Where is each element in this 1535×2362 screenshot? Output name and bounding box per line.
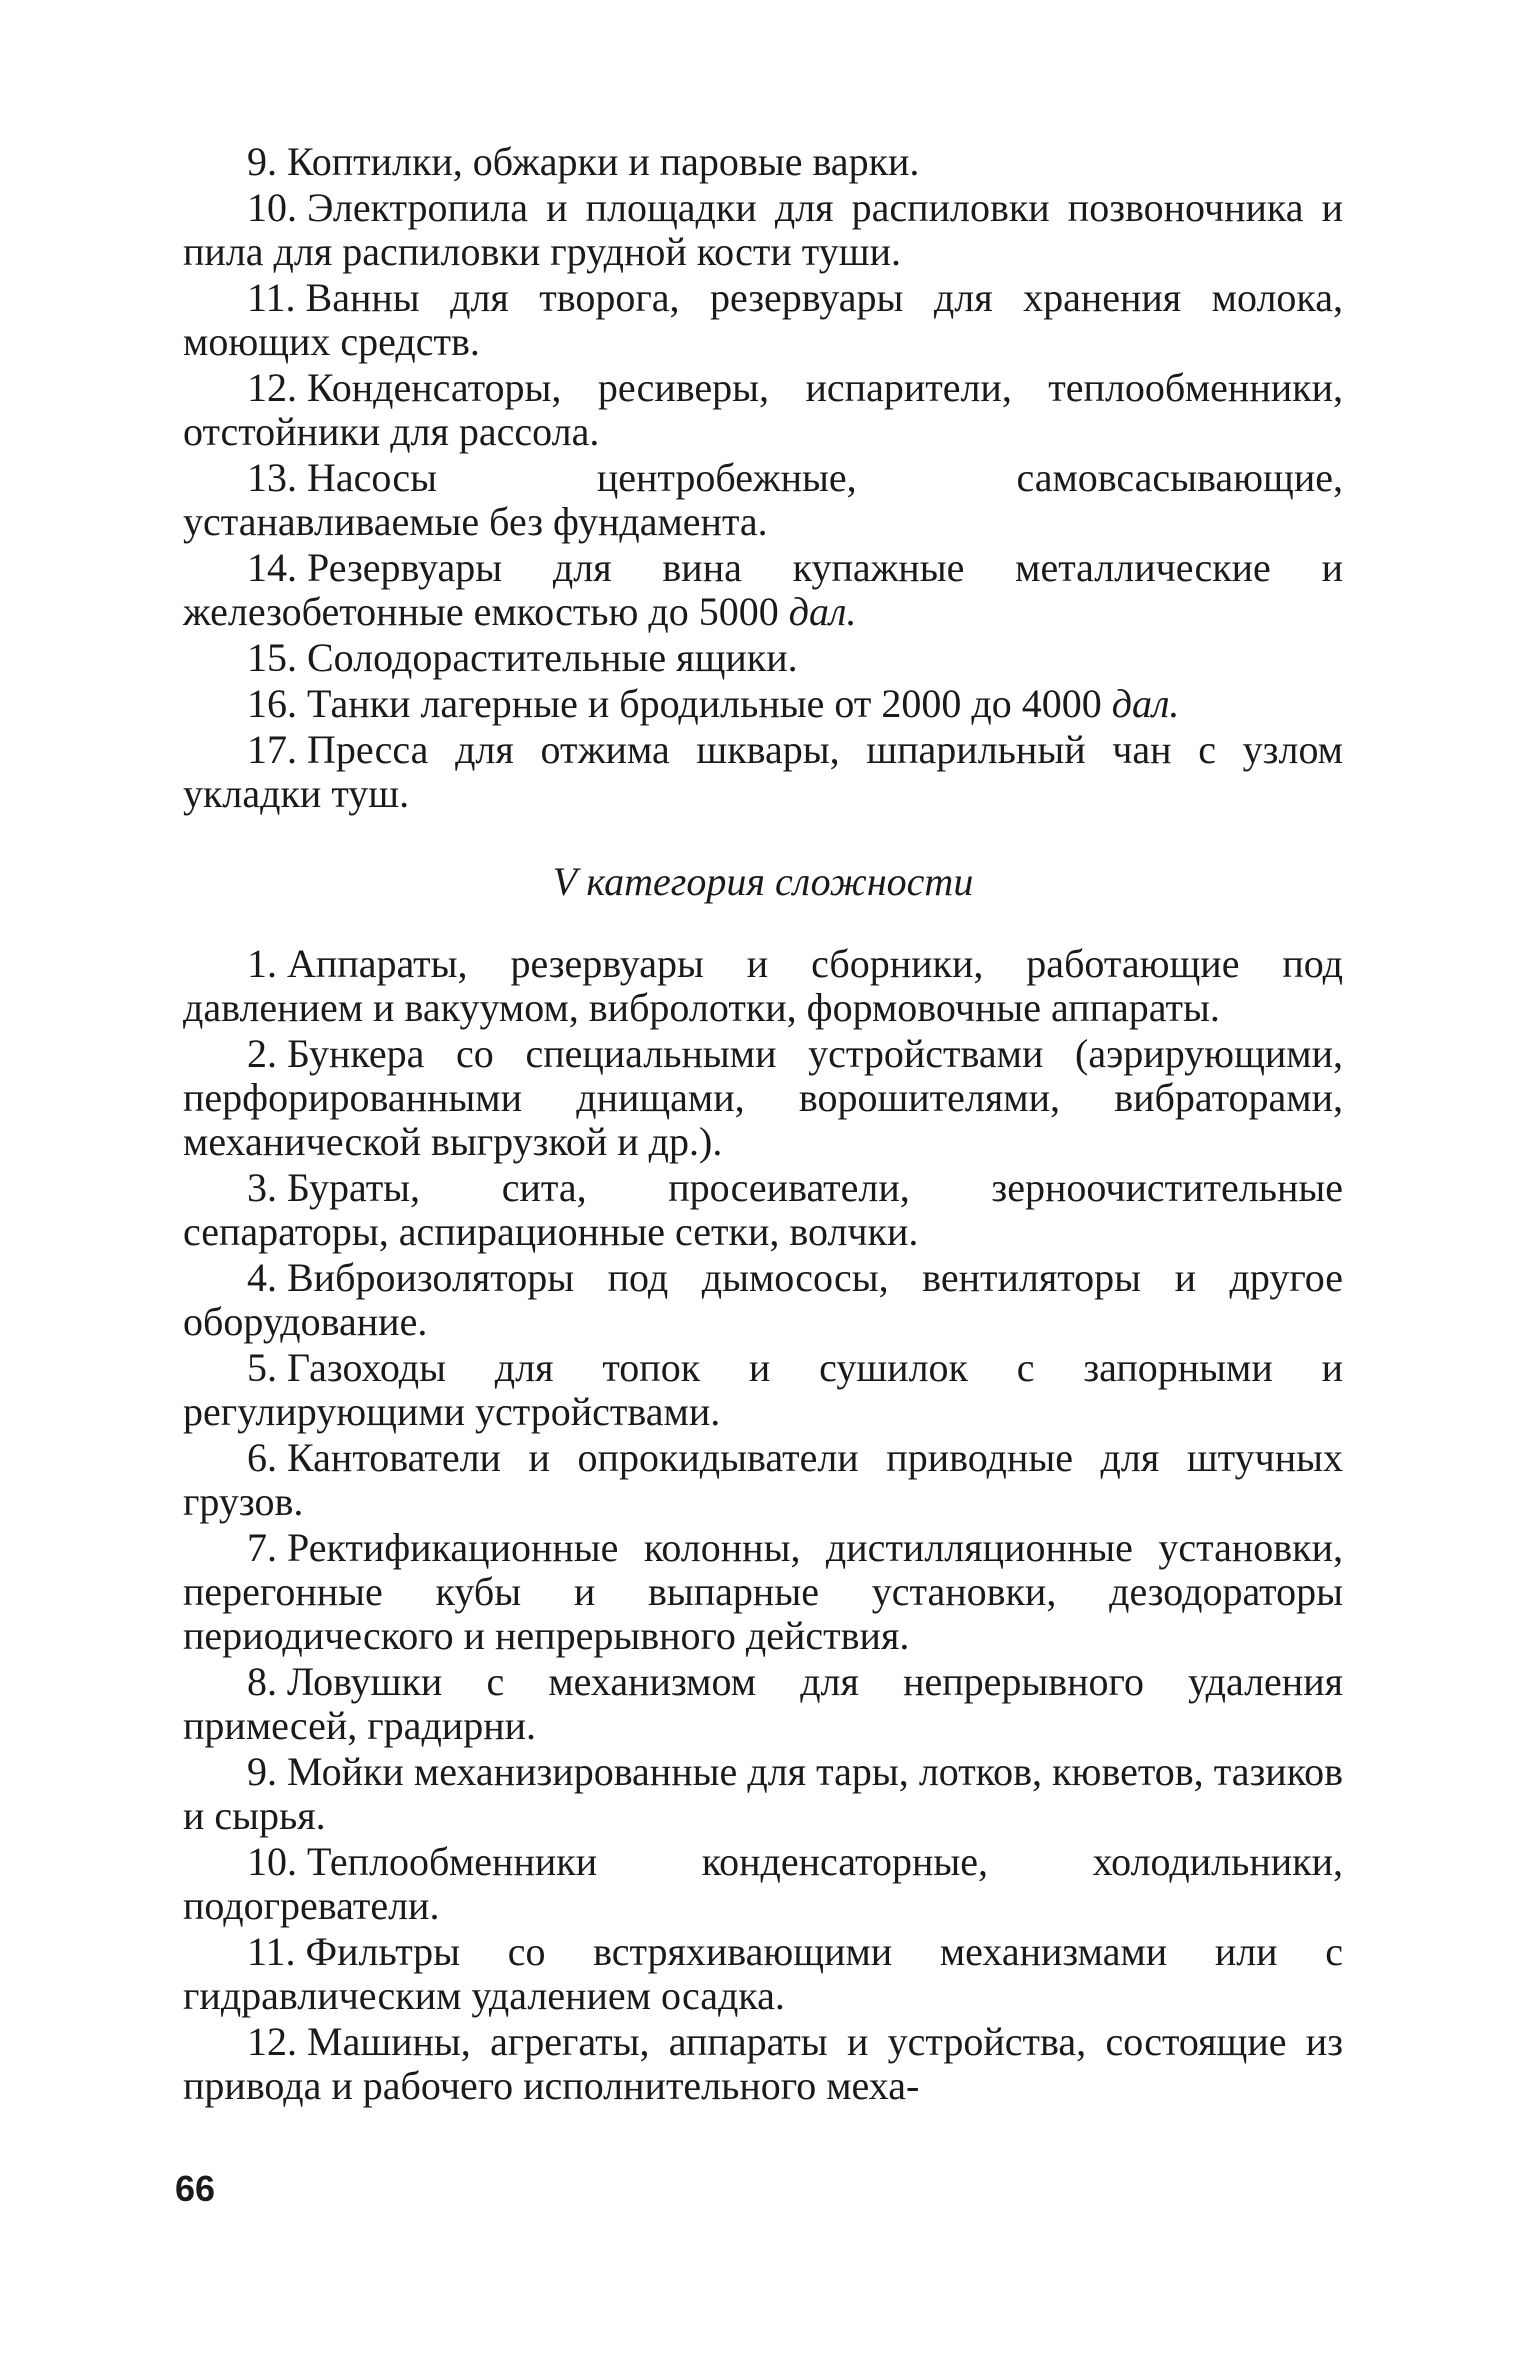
item-number: 12.: [247, 2019, 297, 2064]
item-text: Солодорастительные ящики.: [307, 635, 798, 680]
list-item: [183, 682, 1343, 726]
list-item: [183, 728, 1343, 816]
item-text: Ловушки с механизмом для непрерывного удаления примесей, градирни.: [183, 1659, 1343, 1748]
equipment-list-category-iv-continued: [183, 140, 1343, 816]
item-number: 10.: [247, 1839, 297, 1884]
item-text: Ванны для творога, резервуары для хранения молока, моющих средств.: [183, 275, 1343, 364]
item-text: Резервуары для вина купажные металлические и железобетонные емкостью до 5000: [183, 545, 1343, 634]
item-text: Мойки механизированные для тары, лотков, кюветов, тазиков и сырья.: [183, 1749, 1343, 1838]
item-unit: дал.: [1111, 681, 1180, 726]
page-number: 66: [175, 2168, 216, 2209]
item-text: Электропила и площадки для распиловки позвоночника и пила для распиловки грудной кости туши.: [183, 185, 1343, 274]
item-number: 9.: [247, 1749, 277, 1794]
item-text: Фильтры со встряхивающими механизмами или с гидравлическим удалением осадка.: [183, 1929, 1343, 2018]
equipment-list-category-v: [183, 942, 1343, 2108]
item-number: 10.: [247, 185, 297, 230]
item-text: Насосы центробежные, самовсасывающие, устанавливаемые без фундамента.: [183, 455, 1343, 544]
item-text: Теплообменники конденсаторные, холодильники, подогреватели.: [183, 1839, 1343, 1928]
item-text: Газоходы для топок и сушилок с запорными и регулирующими устройствами.: [183, 1345, 1343, 1434]
item-number: 14.: [247, 545, 297, 590]
item-number: 11.: [247, 275, 296, 320]
item-text: Танки лагерные и бродильные от 2000 до 4000: [307, 681, 1112, 726]
item-text: Бураты, сита, просеиватели, зерноочистительные сепараторы, аспирационные сетки, волчки.: [183, 1165, 1343, 1254]
item-number: 7.: [247, 1525, 277, 1570]
list-item: [183, 186, 1343, 274]
item-number: 5.: [247, 1345, 277, 1390]
item-number: 1.: [247, 941, 277, 986]
item-number: 12.: [247, 365, 297, 410]
item-text: Коптилки, обжарки и паровые варки.: [287, 139, 920, 184]
list-item: [183, 1660, 1343, 1748]
item-text: Виброизоляторы под дымососы, вентиляторы и другое оборудование.: [183, 1255, 1343, 1344]
list-item: [183, 942, 1343, 1030]
item-number: 4.: [247, 1255, 277, 1300]
item-number: 3.: [247, 1165, 277, 1210]
item-text: Пресса для отжима шквары, шпарильный чан с узлом укладки туш.: [183, 727, 1343, 816]
item-unit: дал.: [788, 589, 857, 634]
list-item: [183, 1930, 1343, 2018]
item-number: 16.: [247, 681, 297, 726]
item-text: Конденсаторы, ресиверы, испарители, теплообменники, отстойники для рассола.: [183, 365, 1343, 454]
list-item: [183, 1750, 1343, 1838]
list-item: [183, 456, 1343, 544]
item-text: Ректификационные колонны, дистилляционные установки, перегонные кубы и выпарные установки, дезодораторы периодического и непрерывного действия.: [183, 1525, 1343, 1658]
list-item: [183, 636, 1343, 680]
item-number: 17.: [247, 727, 297, 772]
section-heading: V категория сложности: [552, 859, 974, 904]
list-item: [183, 1032, 1343, 1164]
item-number: 6.: [247, 1435, 277, 1480]
list-item: [183, 2020, 1343, 2108]
list-item: [183, 276, 1343, 364]
item-text: Аппараты, резервуары и сборники, работающие под давлением и вакуумом, вибролотки, формовочные аппараты.: [183, 941, 1343, 1030]
list-item: [183, 1256, 1343, 1344]
item-text: Машины, агрегаты, аппараты и устройства, состоящие из привода и рабочего исполнительного меха-: [183, 2019, 1343, 2108]
list-item: [183, 1526, 1343, 1658]
text-block: [183, 140, 1343, 2110]
item-number: 9.: [247, 139, 277, 184]
item-number: 11.: [247, 1929, 296, 1974]
item-number: 13.: [247, 455, 297, 500]
item-number: 2.: [247, 1031, 277, 1076]
list-item: [183, 546, 1343, 634]
list-item: [183, 1166, 1343, 1254]
list-item: [183, 140, 1343, 184]
list-item: [183, 366, 1343, 454]
list-item: [183, 1436, 1343, 1524]
item-number: 15.: [247, 635, 297, 680]
item-text: Бункера со специальными устройствами (аэрирующими, перфорированными днищами, ворошителями, вибраторами, механической выгрузкой и др.).: [183, 1031, 1343, 1164]
item-text: Кантователи и опрокидыватели приводные для штучных грузов.: [183, 1435, 1343, 1524]
item-number: 8.: [247, 1659, 277, 1704]
list-item: [183, 1840, 1343, 1928]
list-item: [183, 1346, 1343, 1434]
